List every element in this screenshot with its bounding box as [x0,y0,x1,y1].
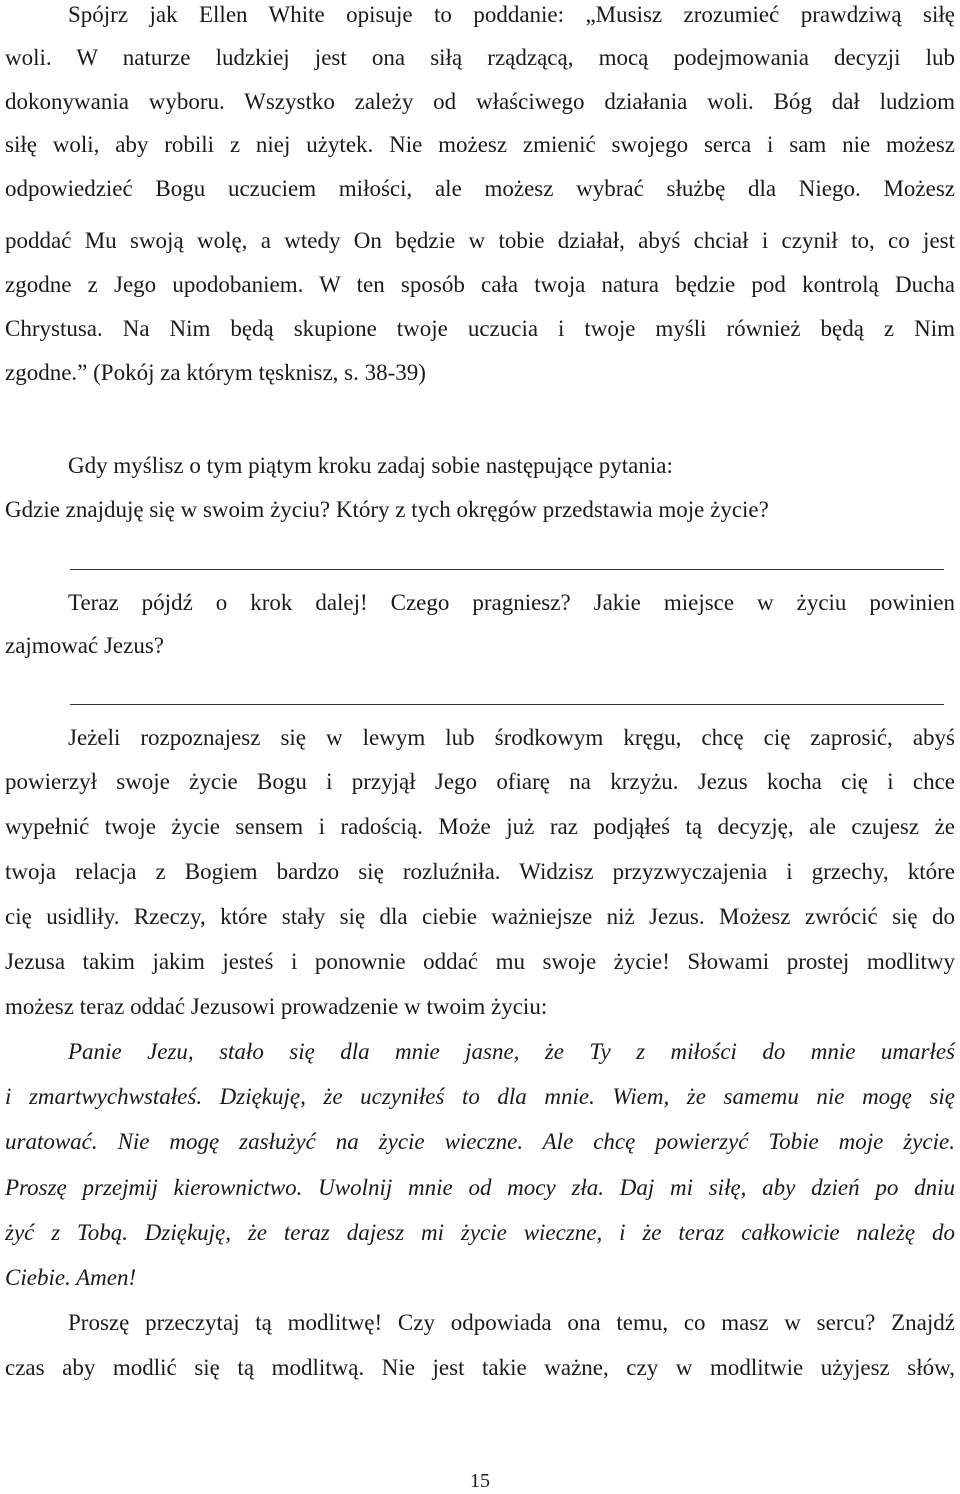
paragraph-1-line-4: siłę woli, aby robili z niej użytek. Nie możesz zmienić swojego serca i sam nie możesz [5,132,955,157]
question-2-line-2: zajmować Jezus? [5,633,165,658]
prayer-line-5: żyć z Tobą. Dziękuję, że teraz dajesz mi życie wieczne, i że teraz całkowicie należę do [5,1220,955,1245]
paragraph-2-line-3: wypełnić twoje życie sensem i radością. Może już raz podjąłeś tą decyzję, ale czujesz że [5,814,955,839]
paragraph-1-line-9: zgodne.” (Pokój za którym tęsknisz, s. 38-39) [5,360,426,385]
paragraph-3-line-1: Proszę przeczytaj tą modlitwę! Czy odpowiada ona temu, co masz w sercu? Znajdź [68,1310,955,1335]
paragraph-2-line-6: Jezusa takim jakim jesteś i ponownie oddać mu swoje życie! Słowami prostej modlitwy [5,949,955,974]
paragraph-1-line-7: zgodne z Jego upodobaniem. W ten sposób cała twoja natura będzie pod kontrolą Ducha [5,272,955,297]
paragraph-1-line-8: Chrystusa. Na Nim będą skupione twoje uczucia i twoje myśli również będą z Nim [5,316,955,341]
question-1-line-2: Gdzie znajduję się w swoim życiu? Który z tych okręgów przedstawia moje życie? [5,497,769,522]
paragraph-3-line-2: czas aby modlić się tą modlitwą. Nie jest takie ważne, czy w modlitwie użyjesz słów, [5,1355,955,1380]
prayer-line-4: Proszę przejmij kierownictwo. Uwolnij mnie od mocy zła. Daj mi siłę, aby dzień po dniu [5,1175,955,1200]
question-1-line-1: Gdy myślisz o tym piątym kroku zadaj sobie następujące pytania: [68,453,673,478]
page-number: 15 [470,1470,490,1492]
prayer-line-3: uratować. Nie mogę zasłużyć na życie wieczne. Ale chcę powierzyć Tobie moje życie. [5,1129,955,1154]
paragraph-2-line-7: możesz teraz oddać Jezusowi prowadzenie w twoim życiu: [5,994,548,1019]
answer-line-2 [70,704,944,705]
prayer-line-2: i zmartwychwstałeś. Dziękuję, że uczyniłeś to dla mnie. Wiem, że samemu nie mogę się [5,1084,955,1109]
paragraph-2-line-5: cię usidliły. Rzeczy, które stały się dla ciebie ważniejsze niż Jezus. Możesz zwrócić się do [5,904,955,929]
paragraph-1-line-5: odpowiedzieć Bogu uczuciem miłości, ale możesz wybrać służbę dla Niego. Możesz [5,176,955,201]
paragraph-1-line-3: dokonywania wyboru. Wszystko zależy od właściwego działania woli. Bóg dał ludziom [5,89,955,114]
prayer-line-1: Panie Jezu, stało się dla mnie jasne, że Ty z miłości do mnie umarłeś [68,1039,955,1064]
paragraph-2-line-2: powierzył swoje życie Bogu i przyjął Jego ofiarę na krzyżu. Jezus kocha cię i chce [5,769,955,794]
question-2-line-1: Teraz pójdź o krok dalej! Czego pragniesz? Jakie miejsce w życiu powinien [68,590,955,615]
paragraph-2-line-1: Jeżeli rozpoznajesz się w lewym lub środkowym kręgu, chcę cię zaprosić, abyś [68,725,955,750]
paragraph-1-line-6: poddać Mu swoją wolę, a wtedy On będzie w tobie działał, abyś chciał i czynił to, co jest [5,228,955,253]
prayer-line-6: Ciebie. Amen! [5,1265,137,1290]
paragraph-1-line-1: Spójrz jak Ellen White opisuje to poddanie: „Musisz zrozumieć prawdziwą siłę [68,2,955,27]
paragraph-1-line-2: woli. W naturze ludzkiej jest ona siłą rządzącą, mocą podejmowania decyzji lub [5,45,955,70]
answer-line-1 [70,569,944,570]
paragraph-2-line-4: twoja relacja z Bogiem bardzo się rozluźniła. Widzisz przyzwyczajenia i grzechy, które [5,859,955,884]
